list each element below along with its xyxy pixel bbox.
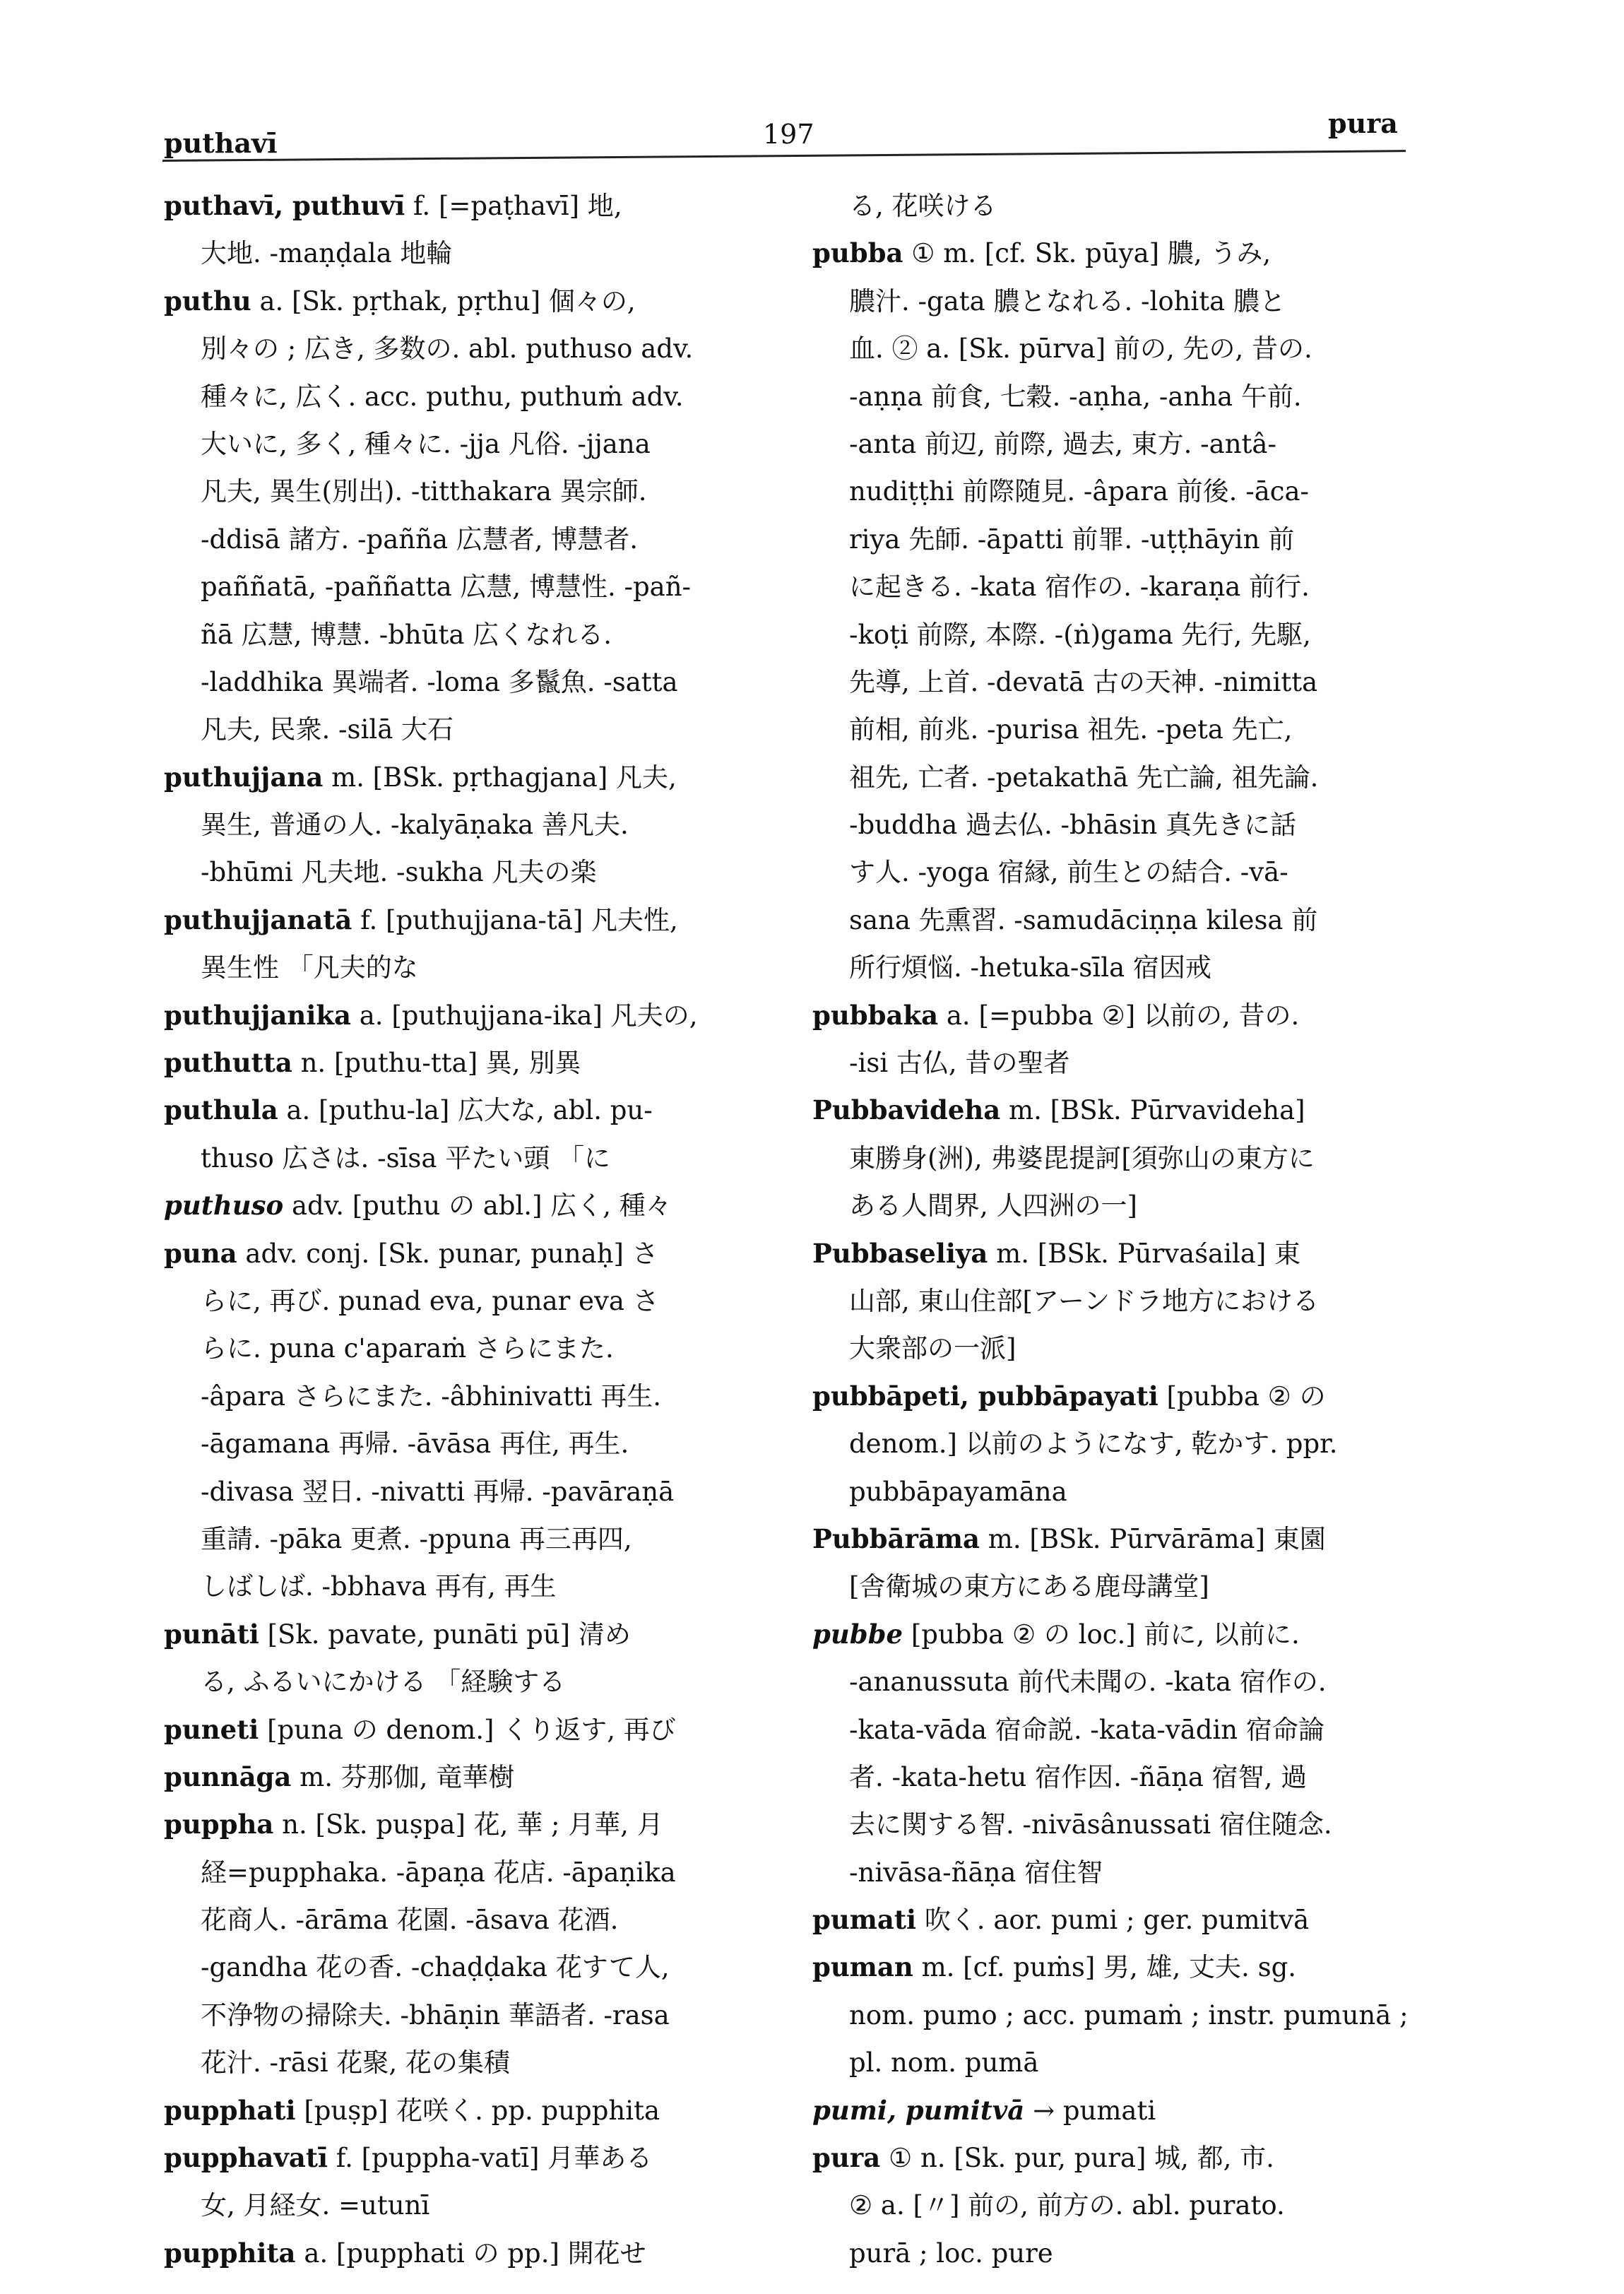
entry-text: -isi 古仏, 昔の聖者 — [849, 1048, 1070, 1079]
entry-text: -koṭi 前際, 本際. -(ṅ)gama 先行, 先駆, — [849, 619, 1311, 650]
entry-text: ある人間界, 人四洲の一] — [849, 1190, 1137, 1222]
dictionary-entry-line — [164, 1182, 786, 1229]
entry-text: ñā 広慧, 博慧. -bhūta 広くなれる. — [201, 619, 612, 650]
entry-continuation-line — [164, 2039, 786, 2086]
entry-text: 大地. -maṇḍala 地輪 — [201, 238, 453, 269]
dictionary-entry-line — [164, 1230, 786, 1277]
entry-continuation-line — [164, 658, 786, 706]
entry-text: 別々の ; 広き, 多数の. abl. puthuso adv. — [201, 333, 694, 365]
entry-text: [Sk. pavate, punāti pū] 清め — [267, 1619, 631, 1650]
entry-continuation-line — [812, 754, 1434, 801]
dictionary-entry-line — [812, 2134, 1434, 2182]
entry-text: f. [puppha-vatī] 月華ある — [336, 2143, 653, 2174]
entry-continuation-line — [812, 1754, 1434, 1801]
dictionary-entry-line — [164, 1706, 786, 1754]
entry-text: 血. ② a. [Sk. pūrva] 前の, 先の, 昔の. — [849, 333, 1312, 365]
entry-headword: puthujjana — [164, 761, 324, 793]
entry-continuation-line — [812, 278, 1434, 325]
entry-headword: pumi, pumitvā — [812, 2094, 1025, 2126]
entry-headword: Pubbaseliya — [812, 1237, 988, 1269]
page-number: 197 — [763, 119, 814, 150]
dictionary-entry-line — [164, 1039, 786, 1087]
dictionary-entry-line — [164, 754, 786, 801]
entry-continuation-line — [812, 420, 1434, 468]
entry-text: thuso 広さは. -sīsa 平たい頭 「に — [201, 1142, 610, 1173]
entry-text: -ananussuta 前代未聞の. -kata 宿作の. — [849, 1667, 1327, 1698]
entry-continuation-line — [164, 1563, 786, 1610]
entry-continuation-line — [164, 2182, 786, 2229]
entry-text: adv. [puthu の abl.] 広く, 種々 — [291, 1190, 672, 1222]
entry-text: -âpara さらにまた. -âbhinivatti 再生. — [201, 1380, 661, 1412]
entry-text: す人. -yoga 宿縁, 前生との結合. -vā- — [849, 857, 1288, 888]
dictionary-entry-line — [812, 2087, 1434, 2134]
entry-text: 花汁. -rāsi 花聚, 花の集積 — [201, 2047, 510, 2079]
entry-text: nudiṭṭhi 前際随見. -âpara 前後. -āca- — [849, 476, 1310, 507]
entry-text: -ddisā 諸方. -pañña 広慧者, 博慧者. — [201, 524, 639, 555]
entry-text: 異生, 普通の人. -kalyāṇaka 善凡夫. — [201, 810, 629, 841]
dictionary-entry-line — [164, 2230, 786, 2277]
entry-continuation-line — [812, 658, 1434, 706]
page-header — [0, 0, 1624, 184]
entry-text: [puṣp] 花咲く. pp. pupphita — [304, 2095, 660, 2126]
entry-text: ① m. [cf. Sk. pūya] 膿, うみ, — [911, 238, 1272, 269]
entry-continuation-line — [812, 1182, 1434, 1229]
dictionary-entry-line — [164, 1754, 786, 1801]
entry-text: 凡夫, 民衆. -silā 大石 — [201, 714, 454, 745]
dictionary-entry-line — [812, 1230, 1434, 1277]
entry-continuation-line — [812, 373, 1434, 420]
entry-text: 大衆部の一派] — [849, 1333, 1017, 1364]
entry-continuation-line — [164, 516, 786, 563]
entry-text: らに. puna c'aparaṁ さらにまた. — [201, 1333, 614, 1364]
entry-headword: puthuso — [164, 1190, 284, 1222]
entry-text: -buddha 過去仏. -bhāsin 真先きに話 — [849, 810, 1297, 841]
entry-continuation-line — [164, 1325, 786, 1372]
entry-text: paññatā, -paññatta 広慧, 博慧性. -pañ- — [201, 572, 692, 603]
entry-text: 前相, 前兆. -purisa 祖先. -peta 先亡, — [849, 714, 1293, 745]
entry-continuation-line — [812, 611, 1434, 658]
entry-text: m. [BSk. pṛthagjana] 凡夫, — [331, 762, 677, 793]
entry-continuation-line — [164, 230, 786, 277]
entry-text: a. [puthu-la] 広大な, abl. pu- — [286, 1095, 653, 1126]
entry-text: -bhūmi 凡夫地. -sukha 凡夫の楽 — [201, 857, 597, 888]
entry-text: しばしば. -bbhava 再有, 再生 — [201, 1571, 557, 1602]
dictionary-entry-line — [164, 2087, 786, 2134]
entry-text: 花商人. -ārāma 花園. -āsava 花酒. — [201, 1905, 619, 1936]
entry-headword: pupphita — [164, 2237, 296, 2269]
entry-text: m. [BSk. Pūrvaśaila] 東 — [996, 1238, 1301, 1269]
entry-text: purā ; loc. pure — [849, 2237, 1053, 2269]
header-rule — [162, 150, 1406, 162]
entry-text: a. [pupphati の pp.] 開花せ — [304, 2237, 646, 2269]
entry-headword: pupphati — [164, 2094, 296, 2126]
entry-headword: puthavī, puthuvī — [164, 190, 405, 221]
entry-text: -āgamana 再帰. -āvāsa 再住, 再生. — [201, 1429, 629, 1460]
entry-continuation-line — [164, 1373, 786, 1420]
dictionary-entry-line — [164, 182, 786, 230]
entry-text: pubbāpayamāna — [849, 1476, 1067, 1507]
entry-continuation-line — [164, 801, 786, 849]
entry-text: sana 先熏習. -samudāciṇṇa kilesa 前 — [849, 904, 1318, 935]
entry-continuation-line — [812, 1039, 1434, 1087]
entry-text: n. [Sk. puṣpa] 花, 華 ; 月華, 月 — [282, 1809, 663, 1840]
entry-text: -anta 前辺, 前際, 過去, 東方. -antâ- — [849, 428, 1276, 459]
entry-headword: puthujjanatā — [164, 904, 352, 935]
entry-continuation-line — [164, 373, 786, 420]
entry-text: -gandha 花の香. -chaḍḍaka 花すて人, — [201, 1952, 670, 1983]
entry-continuation-line — [812, 1468, 1434, 1515]
left-running-headword: puthavī — [164, 127, 278, 159]
entry-headword: pubba — [812, 237, 903, 269]
dictionary-entry-line — [164, 278, 786, 325]
entry-text: riya 先師. -āpatti 前罪. -uṭṭhāyin 前 — [849, 524, 1295, 555]
entry-text: に起きる. -kata 宿作の. -karaṇa 前行. — [849, 572, 1310, 603]
entry-headword: pubbe — [812, 1618, 903, 1650]
entry-continuation-line — [812, 1706, 1434, 1754]
entry-headword: puman — [812, 1951, 913, 1983]
entry-text: 者. -kata-hetu 宿作因. -ñāṇa 宿智, 過 — [849, 1761, 1308, 1792]
entry-text: 所行煩悩. -hetuka-sīla 宿因戒 — [849, 952, 1211, 983]
entry-text: [pubba ② の loc.] 前に, 以前に. — [911, 1619, 1300, 1650]
entry-headword: puthu — [164, 285, 251, 317]
entry-continuation-line — [812, 182, 1434, 230]
entry-text: -aṇṇa 前食, 七穀. -aṇha, -anha 午前. — [849, 381, 1302, 412]
entry-text: 重請. -pāka 更煮. -ppuna 再三再四, — [201, 1523, 632, 1554]
entry-text: る, ふるいにかける 「経験する — [201, 1667, 566, 1698]
entry-text: m. [cf. puṁs] 男, 雄, 丈夫. sg. — [921, 1952, 1297, 1983]
entry-continuation-line — [164, 849, 786, 896]
entry-text: n. [puthu-tta] 異, 別異 — [300, 1048, 581, 1079]
entry-text: ① n. [Sk. pur, pura] 城, 都, 市. — [889, 2143, 1274, 2174]
entry-continuation-line — [812, 2039, 1434, 2086]
entry-continuation-line — [164, 420, 786, 468]
entry-text: 女, 月経女. =utunī — [201, 2190, 430, 2221]
entry-continuation-line — [812, 563, 1434, 610]
dictionary-entry-line — [164, 992, 786, 1039]
entry-text: 種々に, 広く. acc. puthu, puthuṁ adv. — [201, 381, 684, 412]
entry-text: a. [=pubba ②] 以前の, 昔の. — [946, 1000, 1300, 1031]
entry-continuation-line — [812, 1135, 1434, 1182]
dictionary-entry-line — [164, 2134, 786, 2182]
entry-text: adv. conj. [Sk. punar, punaḥ] さ — [245, 1238, 658, 1269]
dictionary-entry-line — [812, 230, 1434, 277]
entry-continuation-line — [164, 1896, 786, 1944]
entry-continuation-line — [164, 706, 786, 753]
entry-continuation-line — [164, 1849, 786, 1896]
entry-text: [puna の denom.] くり返す, 再び — [267, 1714, 676, 1745]
entry-continuation-line — [164, 944, 786, 991]
entry-text: m. [BSk. Pūrvavideha] — [1009, 1095, 1305, 1126]
entry-continuation-line — [812, 849, 1434, 896]
entry-text: f. [=paṭhavī] 地, — [413, 191, 622, 221]
entry-text: 東勝身(洲), 弗婆毘提訶[須弥山の東方に — [849, 1142, 1315, 1173]
entry-text: a. [Sk. pṛthak, pṛthu] 個々の, — [259, 285, 636, 317]
dictionary-entry-line — [812, 1087, 1434, 1134]
entry-continuation-line — [164, 1277, 786, 1325]
entry-text: pl. nom. pumā — [849, 2047, 1039, 2079]
entry-text: 去に関する智. -nivāsânussati 宿住随念. — [849, 1809, 1332, 1840]
right-column — [812, 182, 1434, 2277]
entry-continuation-line — [164, 468, 786, 515]
entry-continuation-line — [164, 563, 786, 610]
entry-text: m. [BSk. Pūrvārāma] 東園 — [988, 1523, 1326, 1554]
entry-continuation-line — [812, 1420, 1434, 1467]
entry-continuation-line — [812, 706, 1434, 753]
entry-continuation-line — [164, 1944, 786, 1991]
entry-continuation-line — [812, 516, 1434, 563]
entry-text: a. [puthujjana-ika] 凡夫の, — [359, 1000, 698, 1031]
entry-continuation-line — [164, 1135, 786, 1182]
entry-headword: punāti — [164, 1618, 259, 1650]
entry-headword: pupphavatī — [164, 2142, 328, 2174]
entry-continuation-line — [164, 1420, 786, 1467]
entry-text: 山部, 東山住部[アーンドラ地方における — [849, 1285, 1320, 1316]
entry-headword: pura — [812, 2142, 881, 2174]
entry-continuation-line — [812, 1992, 1434, 2039]
entry-continuation-line — [812, 944, 1434, 991]
entry-text: 祖先, 亡者. -petakathā 先亡論, 祖先論. — [849, 762, 1319, 793]
entry-continuation-line — [164, 325, 786, 372]
entry-continuation-line — [812, 1325, 1434, 1372]
entry-text: f. [puthujjana-tā] 凡夫性, — [360, 904, 678, 935]
dictionary-entry-line — [812, 1944, 1434, 1991]
entry-text: -laddhika 異端者. -loma 多鬣魚. -satta — [201, 666, 678, 697]
entry-text: ② a. [〃] 前の, 前方の. abl. purato. — [849, 2190, 1285, 2221]
dictionary-entry-line — [164, 1611, 786, 1658]
entry-headword: puthutta — [164, 1047, 292, 1079]
entry-headword: pumati — [812, 1904, 917, 1936]
dictionary-entry-line — [812, 1611, 1434, 1658]
left-column — [164, 182, 786, 2277]
entry-text: 異生性 「凡夫的な — [201, 952, 418, 983]
entry-continuation-line — [812, 897, 1434, 944]
entry-continuation-line — [164, 611, 786, 658]
entry-continuation-line — [812, 468, 1434, 515]
entry-continuation-line — [812, 1801, 1434, 1848]
entry-headword: pubbaka — [812, 999, 939, 1031]
entry-continuation-line — [164, 1515, 786, 1563]
entry-text: [pubba ② の — [1166, 1380, 1326, 1412]
entry-text: [舎衛城の東方にある鹿母講堂] — [849, 1571, 1209, 1602]
right-running-headword: pura — [1328, 107, 1398, 139]
dictionary-entry-line — [812, 992, 1434, 1039]
entry-text: 先導, 上首. -devatā 古の天神. -nimitta — [849, 666, 1318, 697]
entry-continuation-line — [812, 2230, 1434, 2277]
dictionary-entry-line — [164, 1087, 786, 1134]
entry-continuation-line — [812, 1658, 1434, 1705]
entry-text: 大いに, 多く, 種々に. -jja 凡俗. -jjana — [201, 428, 651, 459]
entry-continuation-line — [164, 1468, 786, 1515]
entry-continuation-line — [812, 1563, 1434, 1610]
dictionary-entry-line — [812, 1373, 1434, 1420]
dictionary-entry-line — [164, 897, 786, 944]
entry-text: 経=pupphaka. -āpaṇa 花店. -āpaṇika — [201, 1857, 676, 1888]
dictionary-entry-line — [812, 1896, 1434, 1944]
entry-text: -divasa 翌日. -nivatti 再帰. -pavāraṇā — [201, 1476, 675, 1507]
entry-continuation-line — [812, 1849, 1434, 1896]
entry-text: -kata-vāda 宿命説. -kata-vādin 宿命論 — [849, 1714, 1324, 1745]
entry-text: 凡夫, 異生(別出). -titthakara 異宗師. — [201, 476, 647, 507]
dictionary-entry-line — [164, 1801, 786, 1848]
entry-continuation-line — [812, 1277, 1434, 1325]
entry-text: -nivāsa-ñāṇa 宿住智 — [849, 1857, 1103, 1888]
entry-text: 不浄物の掃除夫. -bhāṇin 華語者. -rasa — [201, 1999, 670, 2030]
entry-continuation-line — [164, 1658, 786, 1705]
entry-continuation-line — [812, 2182, 1434, 2229]
dictionary-entry-line — [812, 1515, 1434, 1563]
entry-text: る, 花咲ける — [849, 191, 997, 221]
entry-headword: puppha — [164, 1809, 274, 1840]
entry-headword: Pubbārāma — [812, 1523, 980, 1554]
entry-headword: punnāga — [164, 1761, 292, 1792]
entry-text: m. 芬那伽, 竜華樹 — [300, 1761, 515, 1792]
entry-headword: puthujjanika — [164, 999, 351, 1031]
entry-text: denom.] 以前のようになす, 乾かす. ppr. — [849, 1429, 1338, 1460]
entry-continuation-line — [812, 325, 1434, 372]
entry-continuation-line — [812, 801, 1434, 849]
entry-continuation-line — [164, 1992, 786, 2039]
entry-text: 吹く. aor. pumi ; ger. pumitvā — [924, 1905, 1310, 1936]
entry-text: らに, 再び. punad eva, punar eva さ — [201, 1285, 659, 1316]
entry-headword: pubbāpeti, pubbāpayati — [812, 1380, 1158, 1412]
entry-text: nom. pumo ; acc. pumaṁ ; instr. pumunā ; — [849, 1999, 1409, 2030]
entry-headword: puna — [164, 1237, 237, 1269]
entry-headword: puneti — [164, 1713, 259, 1745]
entry-text: 膿汁. -gata 膿となれる. -lohita 膿と — [849, 285, 1286, 317]
entry-text: → pumati — [1033, 2095, 1156, 2126]
entry-headword: puthula — [164, 1094, 278, 1126]
entry-headword: Pubbavideha — [812, 1094, 1001, 1126]
